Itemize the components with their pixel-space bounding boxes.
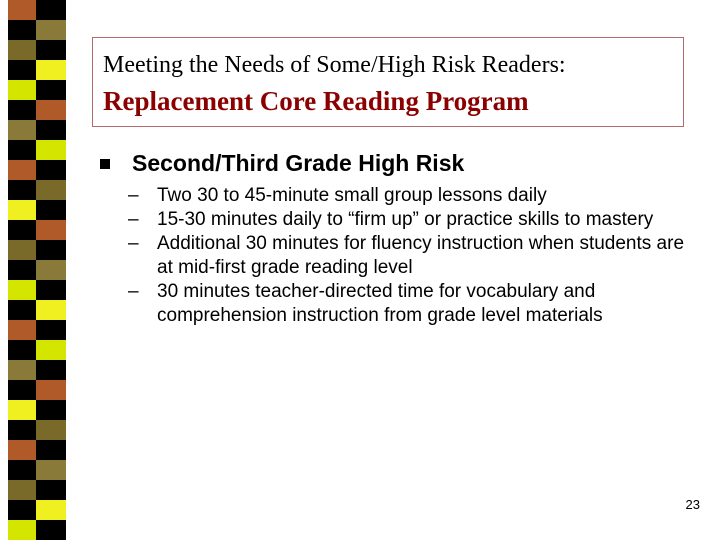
stripe-block (8, 220, 38, 240)
main-bullet (100, 150, 464, 177)
stripe-block (36, 480, 66, 500)
stripe-block (8, 260, 38, 280)
stripe-column-left (8, 0, 38, 540)
stripe-block (8, 140, 38, 160)
stripe-block (8, 180, 38, 200)
stripe-block (36, 340, 66, 360)
stripe-block (36, 180, 66, 200)
stripe-block (8, 100, 38, 120)
stripe-block (36, 520, 66, 540)
stripe-block (8, 160, 38, 180)
stripe-block (8, 460, 38, 480)
decorative-stripe (0, 0, 80, 540)
stripe-block (36, 140, 66, 160)
stripe-block (8, 200, 38, 220)
stripe-block (36, 260, 66, 280)
dash-marker: – (128, 281, 139, 302)
stripe-block (36, 160, 66, 180)
stripe-block (36, 220, 66, 240)
stripe-block (36, 120, 66, 140)
stripe-block (36, 200, 66, 220)
stripe-block (8, 80, 38, 100)
stripe-block (8, 0, 38, 20)
stripe-block (8, 480, 38, 500)
slide-title-line1: Meeting the Needs of Some/High Risk Readers: (103, 52, 566, 78)
slide-title-line2: Replacement Core Reading Program (103, 86, 529, 116)
sub-bullet-list (128, 184, 688, 328)
dash-marker: – (128, 233, 139, 254)
stripe-block (8, 320, 38, 340)
stripe-block (36, 20, 66, 40)
stripe-block (8, 280, 38, 300)
stripe-block (36, 280, 66, 300)
stripe-block (36, 100, 66, 120)
dash-marker: – (128, 209, 139, 230)
stripe-block (36, 380, 66, 400)
list-item (128, 208, 688, 232)
stripe-block (36, 60, 66, 80)
stripe-block (8, 240, 38, 260)
stripe-block (36, 440, 66, 460)
stripe-block (36, 400, 66, 420)
stripe-block (8, 120, 38, 140)
stripe-block (8, 440, 38, 460)
stripe-block (36, 320, 66, 340)
square-bullet-icon (100, 159, 110, 169)
main-bullet-text: Second/Third Grade High Risk (132, 150, 465, 176)
stripe-block (8, 340, 38, 360)
stripe-block (36, 460, 66, 480)
stripe-block (36, 240, 66, 260)
list-item-text: Two 30 to 45-minute small group lessons daily (157, 185, 547, 206)
stripe-block (8, 360, 38, 380)
stripe-block (36, 40, 66, 60)
stripe-block (8, 300, 38, 320)
stripe-block (8, 420, 38, 440)
stripe-block (36, 0, 66, 20)
stripe-block (8, 520, 38, 540)
stripe-block (36, 420, 66, 440)
list-item (128, 232, 688, 280)
stripe-block (36, 500, 66, 520)
stripe-block (8, 500, 38, 520)
stripe-block (8, 380, 38, 400)
stripe-block (8, 60, 38, 80)
dash-marker: – (128, 185, 139, 206)
stripe-block (36, 80, 66, 100)
stripe-block (8, 20, 38, 40)
stripe-block (8, 40, 38, 60)
stripe-column-right (36, 0, 66, 540)
list-item-text: Additional 30 minutes for fluency instruction when students are at mid-first grade reading level (157, 233, 685, 278)
list-item-text: 30 minutes teacher-directed time for vocabulary and comprehension instruction from grade level materials (157, 281, 603, 326)
list-item-text: 15-30 minutes daily to “firm up” or practice skills to mastery (157, 209, 654, 230)
page-number: 23 (685, 497, 700, 512)
list-item (128, 184, 688, 208)
stripe-block (36, 300, 66, 320)
stripe-block (36, 360, 66, 380)
list-item (128, 280, 688, 328)
title-box (92, 37, 684, 127)
stripe-block (8, 400, 38, 420)
